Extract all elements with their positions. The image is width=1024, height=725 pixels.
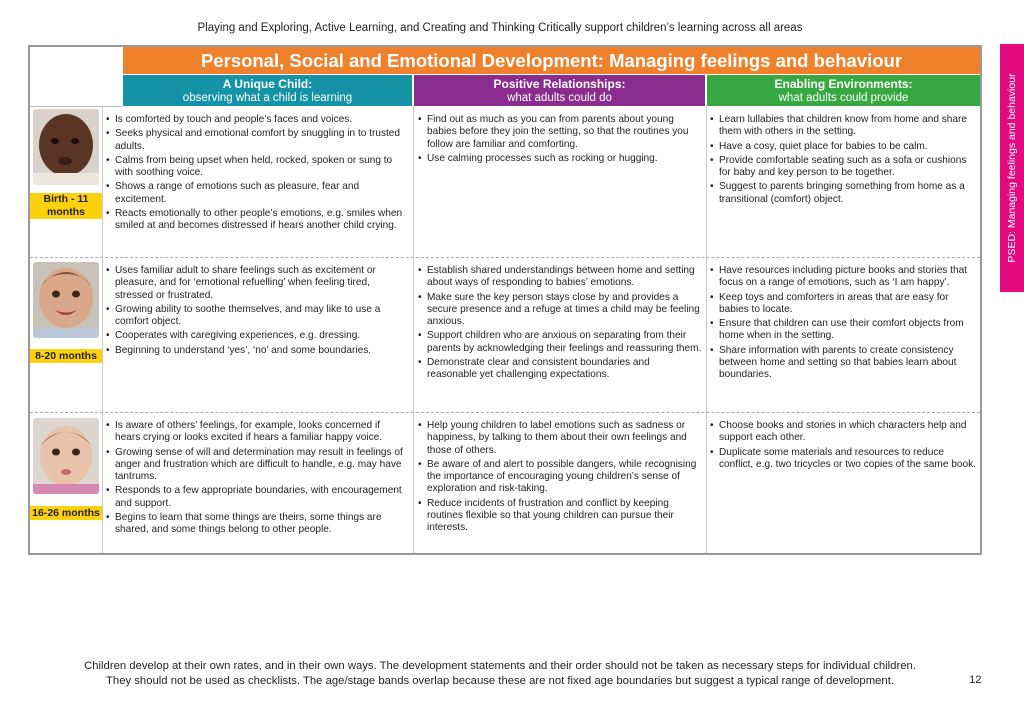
column-divider (413, 106, 414, 553)
column-heading: Enabling Environments: (774, 77, 913, 91)
list-item: • Keep toys and comforters in areas that are easy for babies to locate. (710, 292, 978, 317)
side-tab-label: PSED: Managing feelings and behaviour (1006, 73, 1018, 263)
age-band-label: Birth - 11 months (30, 193, 102, 219)
row-divider (30, 257, 980, 258)
age-band-label: 8-20 months (30, 349, 102, 363)
list-item: • Suggest to parents bringing something from home as a transitional (comfort) object. (710, 181, 978, 206)
footer-note (0, 659, 1000, 689)
row-8-20-environments-list (710, 265, 978, 384)
row-birth-environments-list (710, 114, 978, 208)
list-item: • Have resources including picture books and stories that focus on a range of emotions, such as ‘I am happy’. (710, 265, 978, 290)
row-16-26-child-list (106, 420, 404, 539)
list-item: • Be aware of and alert to possible dangers, while recognising the importance of encouraging young children’s sense of exploration and risk-taking. (418, 459, 702, 496)
baby-photo-16-26-months (33, 418, 99, 494)
column-subheading: observing what a child is learning (182, 92, 353, 104)
list-item: • Reduce incidents of frustration and conflict by keeping routines flexible so that young children can pursue their interests. (418, 498, 702, 535)
list-item: • Shows a range of emotions such as pleasure, fear and excitement. (106, 181, 404, 206)
baby-photo-8-20-months (33, 262, 99, 338)
row-birth-child-list (106, 114, 404, 235)
column-divider (102, 106, 103, 553)
column-divider (706, 106, 707, 553)
top-caption: Playing and Exploring, Active Learning, and Creating and Thinking Critically support children’s learning across all areas (197, 22, 803, 34)
baby-photo-birth (33, 109, 99, 185)
list-item: • Support children who are anxious on separating from their parents by acknowledging their feelings and reassuring them. (418, 330, 702, 355)
footer-line: They should not be used as checklists. The age/stage bands overlap because these are not fixed age boundaries but suggest a typical range of development. (106, 675, 894, 687)
list-item: • Find out as much as you can from parents about young babies before they join the setting, so that the routines you follow are familiar and comforting. (418, 114, 702, 151)
list-item: • Share information with parents to create consistency between home and setting so that babies learn about boundaries. (710, 345, 978, 382)
list-item: • Establish shared understandings between home and setting about ways of responding to babies’ emotions. (418, 265, 702, 290)
list-item: • Provide comfortable seating such as a sofa or cushions for baby and key person to be together. (710, 155, 978, 180)
list-item: • Make sure the key person stays close by and provides a secure presence and a refuge at times a child may be feeling anxious. (418, 292, 702, 329)
list-item: • Ensure that children can use their comfort objects from home when in the setting. (710, 318, 978, 343)
row-birth-relationships-list (418, 114, 702, 167)
column-heading: A Unique Child: (222, 77, 313, 91)
list-item: • Choose books and stories in which characters help and support each other. (710, 420, 978, 445)
list-item: • Duplicate some materials and resources to reduce conflict, e.g. two tricycles or two copies of the same book. (710, 447, 978, 472)
list-item: • Calms from being upset when held, rocked, spoken or sung to with soothing voice. (106, 155, 404, 180)
list-item: • Learn lullabies that children know from home and share them with others in the setting. (710, 114, 978, 139)
column-header-enabling-environments (707, 75, 980, 106)
row-16-26-relationships-list (418, 420, 702, 537)
row-divider (30, 412, 980, 413)
page-number: 12 (969, 674, 982, 686)
age-band-label: 16-26 months (30, 506, 102, 520)
column-header-unique-child (123, 75, 412, 106)
list-item: • Is aware of others’ feelings, for example, looks concerned if hears crying or looks excited if hears a familiar happy voice. (106, 420, 404, 445)
page-title: Personal, Social and Emotional Development: Managing feelings and behaviour (123, 47, 980, 74)
column-subheading: what adults could provide (778, 92, 909, 104)
row-8-20-child-list (106, 265, 404, 359)
column-subheading: what adults could do (507, 92, 612, 104)
side-tab (1000, 44, 1024, 292)
row-16-26-environments-list (710, 420, 978, 473)
column-heading: Positive Relationships: (493, 77, 626, 91)
list-item: • Reacts emotionally to other people’s emotions, e.g. smiles when smiled at and becomes distressed if hears another child crying. (106, 208, 404, 233)
list-item: • Begins to learn that some things are theirs, some things are shared, and some things belong to other people. (106, 512, 404, 537)
list-item: • Demonstrate clear and consistent boundaries and reasonable yet challenging expectations. (418, 357, 702, 382)
list-item: • Cooperates with caregiving experiences, e.g. dressing. (106, 330, 404, 342)
list-item: • Seeks physical and emotional comfort by snuggling in to trusted adults. (106, 128, 404, 153)
list-item: • Have a cosy, quiet place for babies to be calm. (710, 141, 978, 153)
list-item: • Growing ability to soothe themselves, and may like to use a comfort object. (106, 304, 404, 329)
list-item: • Growing sense of will and determination may result in feelings of anger and frustration which are difficult to handle, e.g. may have tantrums. (106, 447, 404, 484)
row-8-20-relationships-list (418, 265, 702, 384)
list-item: • Use calming processes such as rocking or hugging. (418, 153, 702, 165)
column-header-positive-relationships (414, 75, 705, 106)
list-item: • Beginning to understand ‘yes’, ‘no’ and some boundaries. (106, 345, 404, 357)
list-item: • Responds to a few appropriate boundaries, with encouragement and support. (106, 485, 404, 510)
age-column-header (30, 75, 122, 107)
list-item: • Uses familiar adult to share feelings such as excitement or pleasure, and for ‘emotional refuelling’ when feeling tired, stressed or frustrated. (106, 265, 404, 302)
list-item: • Help young children to label emotions such as sadness or happiness, by talking to them about their own feelings and those of others. (418, 420, 702, 457)
footer-line: Children develop at their own rates, and in their own ways. The development statements and their order should not be taken as necessary steps for individual children. (84, 660, 916, 672)
list-item: • Is comforted by touch and people’s faces and voices. (106, 114, 404, 126)
